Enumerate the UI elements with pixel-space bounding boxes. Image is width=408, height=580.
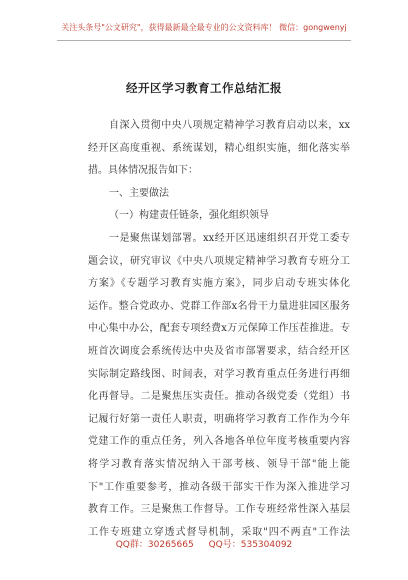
body-line: 记履行好第一责任人职责，明确将学习教育工作作为今年 bbox=[88, 413, 350, 425]
header-divider bbox=[57, 40, 351, 41]
body-line: （一）构建责任链条，强化组织领导 bbox=[109, 210, 269, 222]
header-note: 关注头条号"公文研究"，获得最新最全最专业的公文资料库！ 微信：gongwenyj bbox=[61, 23, 347, 32]
document-title: 经开区学习教育工作总结汇报 bbox=[126, 81, 282, 95]
body-line: 教育工作。三是聚焦工作督导。工作专班经常性深入基层 bbox=[88, 504, 350, 516]
body-line: 工作专班建立穿透式督导机制，采取"四不两直"工作法 bbox=[88, 526, 350, 538]
body-line: 将学习教育落实情况纳入干部考核、领导干部"能上能 bbox=[88, 458, 350, 470]
footer-qq-number: QQ号：535304092 bbox=[208, 540, 293, 550]
body-line: 运作。整合党政办、党群工作部x名骨干力量进驻园区服务 bbox=[88, 300, 350, 312]
body-line: 班首次调度会系统传达中央及省市部署要求，结合经开区 bbox=[88, 345, 350, 357]
body-line: 一、主要做法 bbox=[109, 187, 169, 199]
body-line: 中心集中办公，配套专项经费x万元保障工作压茬推进。专 bbox=[88, 323, 350, 335]
body-line: 方案》《专题学习教育实施方案》，同步启动专班实体化 bbox=[88, 278, 350, 290]
body-line: 实际制定路线图、时间表，对学习教育重点任务进行再细 bbox=[88, 368, 350, 380]
body-line: 化再督导。二是聚焦压实责任。推动各级党委（党组）书 bbox=[88, 391, 350, 403]
body-line: 题会议，研究审议《中央八项规定精神学习教育专班分工 bbox=[88, 255, 350, 267]
document-body bbox=[88, 115, 350, 544]
body-line: 自深入贯彻中央八项规定精神学习教育启动以来，xx bbox=[109, 120, 350, 131]
footer-qq-group: QQ群：30265665 bbox=[115, 540, 194, 550]
body-line: 下"工作重要参考，推动各级干部实干作为深入推进学习 bbox=[88, 481, 350, 493]
body-line: 党建工作的重点任务，列入各地各单位年度考核重要内容 bbox=[88, 436, 350, 448]
body-line: 经开区高度重视、系统谋划，精心组织实施，细化落实举 bbox=[88, 142, 350, 154]
footer-contact bbox=[0, 537, 408, 550]
body-line: 措。具体情况报告如下： bbox=[88, 165, 198, 177]
body-line: 一是聚焦谋划部署。xx经开区迅速组织召开党工委专 bbox=[109, 232, 350, 244]
